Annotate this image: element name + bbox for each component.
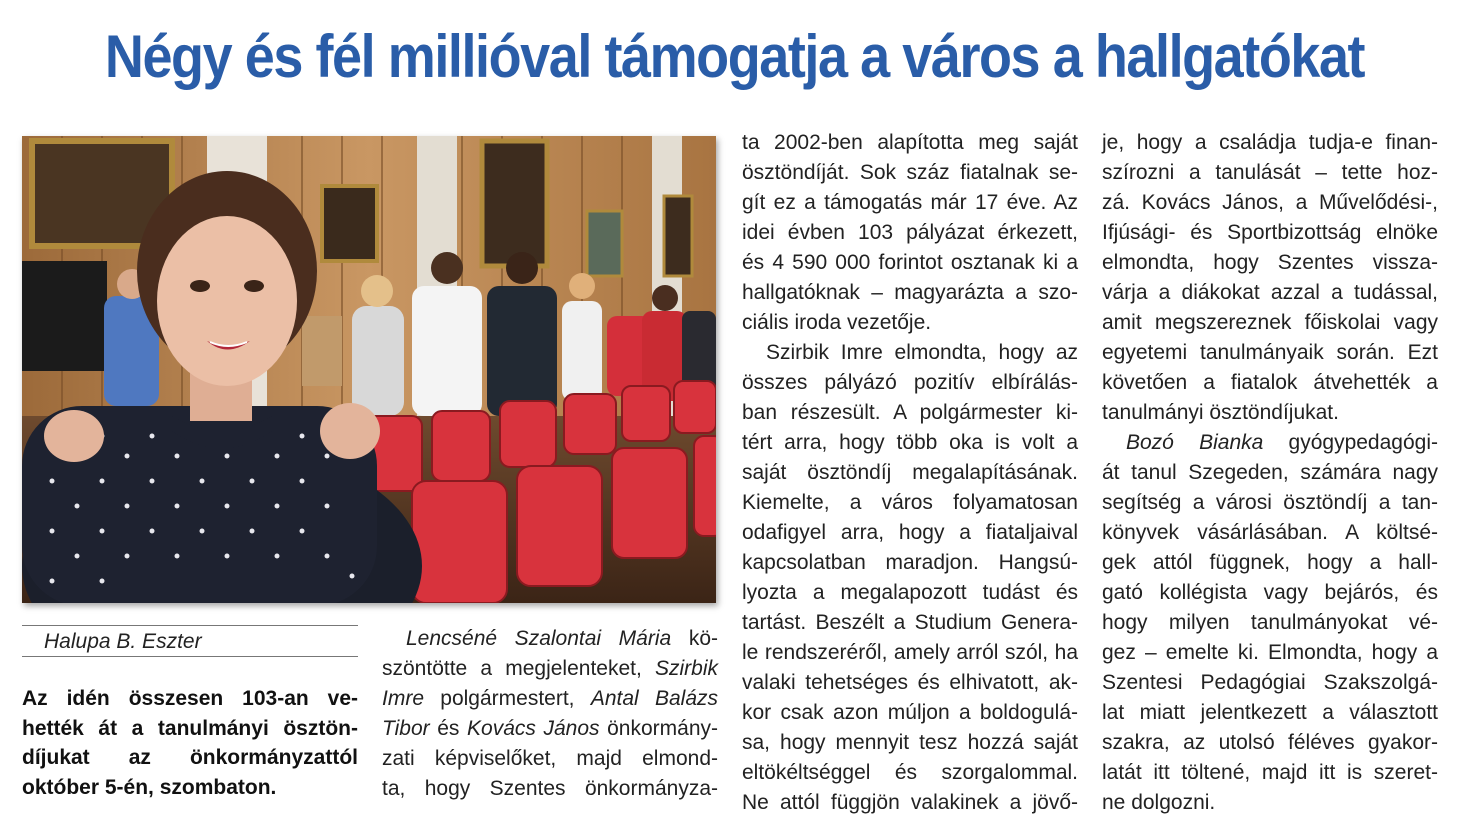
text-line: ösztöndíját. Sok száz fiatalnak se- xyxy=(742,161,1078,184)
text-line: gít ez a támogatás már 17 éve. Az xyxy=(742,191,1078,214)
text-line: odafigyel arra, hogy a fiataljaival xyxy=(742,521,1078,544)
text-line: tanulmányi ösztöndíjukat. xyxy=(1102,401,1339,424)
text-line: eltökéltséggel és szorgalommal. xyxy=(742,761,1078,784)
lead-line: Az idén összesen 103-an ve- xyxy=(22,687,358,710)
text-line: lyozta a megalapozott tudást és xyxy=(742,581,1078,604)
text-column-2 xyxy=(742,128,1078,818)
article-lead xyxy=(22,684,358,802)
text-line: segítség a városi ösztöndíj a tan- xyxy=(1102,491,1438,514)
text-line: kapcsolatban maradjon. Hangsú- xyxy=(742,551,1078,574)
text-line: ta, hogy Szentes önkormányza- xyxy=(382,777,718,800)
text-line: Tibor és Kovács János önkormány- xyxy=(382,717,718,740)
text-line: várja a diákokat azzal a tudással, xyxy=(1102,281,1438,304)
byline-rule-bottom xyxy=(22,656,358,657)
text-line: Kiemelte, a város folyamatosan xyxy=(742,491,1078,514)
text-line: ciális iroda vezetője. xyxy=(742,311,932,334)
text-line: szöntötte a megjelenteket, Szirbik xyxy=(382,657,718,680)
article-headline: Négy és fél millióval támogatja a város a hallgatókat xyxy=(104,23,1365,90)
text-line: ne dolgozni. xyxy=(1102,791,1216,814)
text-line: gez – emelte ki. Elmondta, hogy a xyxy=(1102,641,1438,664)
text-line: amit megszereznek főiskolai vagy xyxy=(1102,311,1438,334)
text-line: tartást. Beszélt a Studium Genera- xyxy=(742,611,1078,634)
lead-line: hették át a tanulmányi ösztön- xyxy=(22,716,358,740)
text-line: idei évben 103 pályázat érkezett, xyxy=(742,221,1078,244)
text-line: gató kollégista vagy bejárós, és xyxy=(1102,581,1438,604)
text-column-1 xyxy=(382,624,718,804)
text-line: Ifjúsági- és Sportbizottság elnöke xyxy=(1102,221,1438,244)
text-line: elmondta, hogy Szentes vissza- xyxy=(1102,251,1438,274)
text-line: valaki tehetséges és elhivatott, ak- xyxy=(742,671,1078,694)
text-line: hogy milyen tanulmányokat vé- xyxy=(1102,611,1438,634)
text-line: zá. Kovács János, a Művelődési-, xyxy=(1102,191,1438,214)
text-line: Imre polgármestert, Antal Balázs xyxy=(382,687,718,710)
text-line: zati képviselőket, majd elmond- xyxy=(382,747,718,770)
text-line: tért arra, hogy több oka is volt a xyxy=(742,431,1078,454)
text-line: ban részesült. A polgármester ki- xyxy=(742,401,1078,424)
text-line: könyvek vásárlásában. A költsé- xyxy=(1102,521,1438,544)
text-line: összes pályázó pozitív elbírálás- xyxy=(742,371,1078,394)
text-line: saját ösztöndíj megalapításának. xyxy=(742,461,1078,484)
text-line: Szentesi Pedagógiai Szakszolgá- xyxy=(1102,671,1438,694)
text-line: lat miatt jelentkezett a választott xyxy=(1102,701,1438,724)
text-line: követően a fiatalok átvehették a xyxy=(1102,371,1438,394)
text-line: ta 2002-ben alapította meg saját xyxy=(742,131,1078,154)
text-line: és 4 590 000 forintot osztanak ki a xyxy=(742,251,1078,274)
byline: Halupa B. Eszter xyxy=(44,630,202,653)
lead-line: díjukat az önkormányzattól xyxy=(22,746,358,769)
text-line: gek attól függnek, hogy a hall- xyxy=(1102,551,1438,574)
text-line: je, hogy a családja tudja-e finan- xyxy=(1102,131,1438,154)
text-line: Lencséné Szalontai Mária kö- xyxy=(406,627,718,650)
text-line: szírozni a tanulását – tette hoz- xyxy=(1102,161,1438,184)
text-line: Szirbik Imre elmondta, hogy az xyxy=(766,341,1078,364)
lead-line: október 5-én, szombaton. xyxy=(22,775,277,799)
text-line: egyetemi tanulmányaik során. Ezt xyxy=(1102,341,1438,364)
text-line: latát itt töltené, majd itt is szeret- xyxy=(1102,761,1438,784)
text-line: sa, hogy mennyit tesz hozzá saját xyxy=(742,731,1078,754)
text-line: kor csak azon múljon a boldogulá- xyxy=(742,701,1078,724)
byline-rule-top xyxy=(22,625,358,626)
text-line: szakra, az utolsó féléves gyakor- xyxy=(1102,731,1438,754)
article-photo xyxy=(22,136,716,603)
text-column-3 xyxy=(1102,128,1438,818)
text-line: Ne attól függjön valakinek a jövő- xyxy=(742,791,1078,814)
text-line: át tanul Szegeden, számára nagy xyxy=(1102,461,1438,484)
photo-illustration xyxy=(22,136,716,603)
text-line: hallgatóknak – magyarázta a szo- xyxy=(742,281,1078,304)
text-line: Bozó Bianka gyógypedagógi- xyxy=(1126,431,1438,454)
text-line: le rendszeréről, amely arról szól, ha xyxy=(742,641,1078,664)
